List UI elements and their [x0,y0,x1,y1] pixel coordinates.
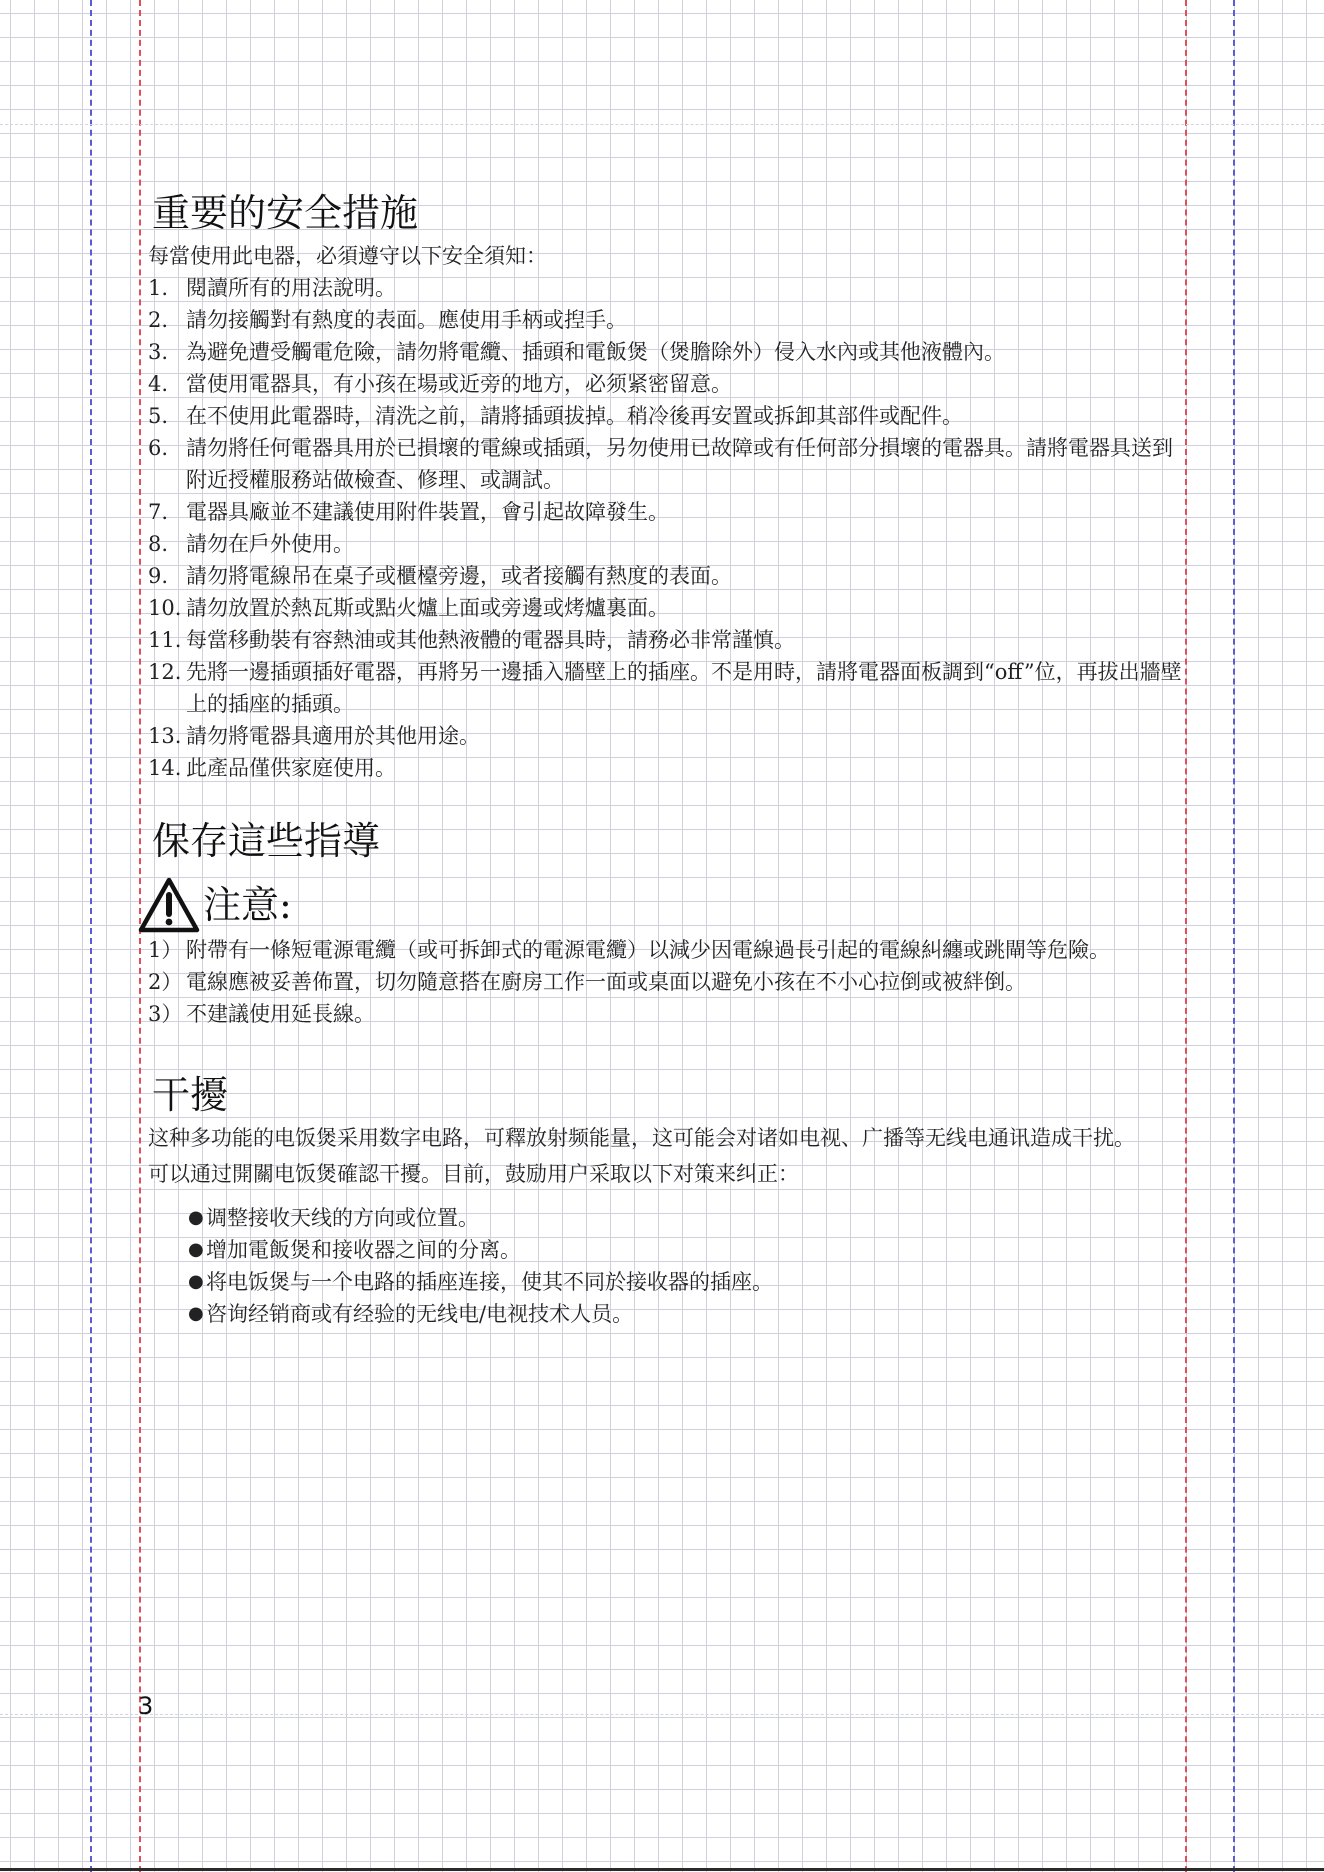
list-item: 6. 請勿將任何電器具用於已損壞的電線或插頭，另勿使用已故障或有任何部分損壞的電器具。請將電器具送到附近授權服務站做檢查、修理、或調試。 [148,436,1173,492]
bullet-icon: ● [188,1239,204,1260]
save-instructions-title: 保存這些指導 [152,819,381,863]
top-margin-guide [0,124,1324,125]
bullet-icon: ● [188,1303,204,1324]
list-item: 12. 先將一邊插頭插好電器，再將另一邊插入牆壁上的插座。不是用時，請將電器面板調到“off”位，再拔出牆壁上的插座的插頭。 [148,660,1182,716]
safety-title: 重要的安全措施 [152,191,419,235]
list-item: 10. 請勿放置於熱瓦斯或點火爐上面或旁邊或烤爐裏面。 [148,596,669,620]
safety-list [148,272,1188,784]
list-item: 14. 此產品僅供家庭使用。 [148,756,396,780]
page-bottom-rule [0,1868,1324,1871]
list-item: ● 将电饭煲与一个电路的插座连接，使其不同於接收器的插座。 [188,1266,1188,1298]
list-item: 2） 電線應被妥善佈置，切勿隨意搭在廚房工作一面或桌面以避免小孩在不小心拉倒或被絆倒。 [148,970,1026,994]
remedy-list [188,1202,1188,1330]
list-item: 3） 不建議使用延長線。 [148,1002,375,1026]
list-item: 13. 請勿將電器具適用於其他用途。 [148,724,480,748]
list-item: 2. 請勿接觸對有熱度的表面。應使用手柄或揑手。 [148,308,627,332]
bullet-icon: ● [188,1207,204,1228]
margin-guide-left-inner [139,0,141,1872]
list-item: 8. 請勿在戶外使用。 [148,532,354,556]
caution-notes [148,934,1188,1030]
list-item: 1） 附帶有一條短電源電纜（或可拆卸式的電源電纜）以減少因電線過長引起的電線糾纏或跳閘等危險。 [148,938,1110,962]
interference-remedy-intro: 可以通过開關电饭煲確認干擾。目前，鼓励用户采取以下对策来纠正： [148,1162,799,1186]
list-item: ● 调整接收天线的方向或位置。 [188,1202,1188,1234]
list-item: 11. 每當移動裝有容熱油或其他熱液體的電器具時，請務必非常謹慎。 [148,628,795,652]
interference-paragraph: 这种多功能的电饭煲采用数字电路，可釋放射频能量，这可能会对诸如电视、广播等无线电通讯造成干扰。 [148,1126,1135,1150]
bullet-icon: ● [188,1271,204,1292]
caution-label: 注意: [203,883,292,927]
warning-triangle-icon [137,876,201,934]
margin-guide-left-outer [90,0,92,1872]
list-item: ● 咨询经销商或有经验的无线电/电视技术人员。 [188,1298,1188,1330]
list-item: 1. 閱讀所有的用法說明。 [148,276,396,300]
list-item: 5. 在不使用此電器時，清洗之前，請將插頭拔掉。稍冷後再安置或拆卸其部件或配件。 [148,404,963,428]
margin-guide-right-outer [1233,0,1235,1872]
list-item: 9. 請勿將電線吊在桌子或櫃檯旁邊，或者接觸有熱度的表面。 [148,564,732,588]
list-item: ● 增加電飯煲和接收器之间的分离。 [188,1234,1188,1266]
interference-title: 干擾 [152,1073,229,1117]
safety-intro: 每當使用此电器，必須遵守以下安全須知： [148,244,547,268]
bottom-margin-guide [0,1714,1324,1715]
page-number: 3 [138,1692,154,1720]
caution-heading [137,876,1188,934]
list-item: 4. 當使用電器具，有小孩在場或近旁的地方，必须紧密留意。 [148,372,732,396]
page-content [148,186,1188,1330]
list-item: 7. 電器具廠並不建議使用附件裝置，會引起故障發生。 [148,500,669,524]
list-item: 3. 為避免遭受觸電危險，請勿將電纜、插頭和電飯煲（煲膽除外）侵入水內或其他液體內。 [148,340,1005,364]
